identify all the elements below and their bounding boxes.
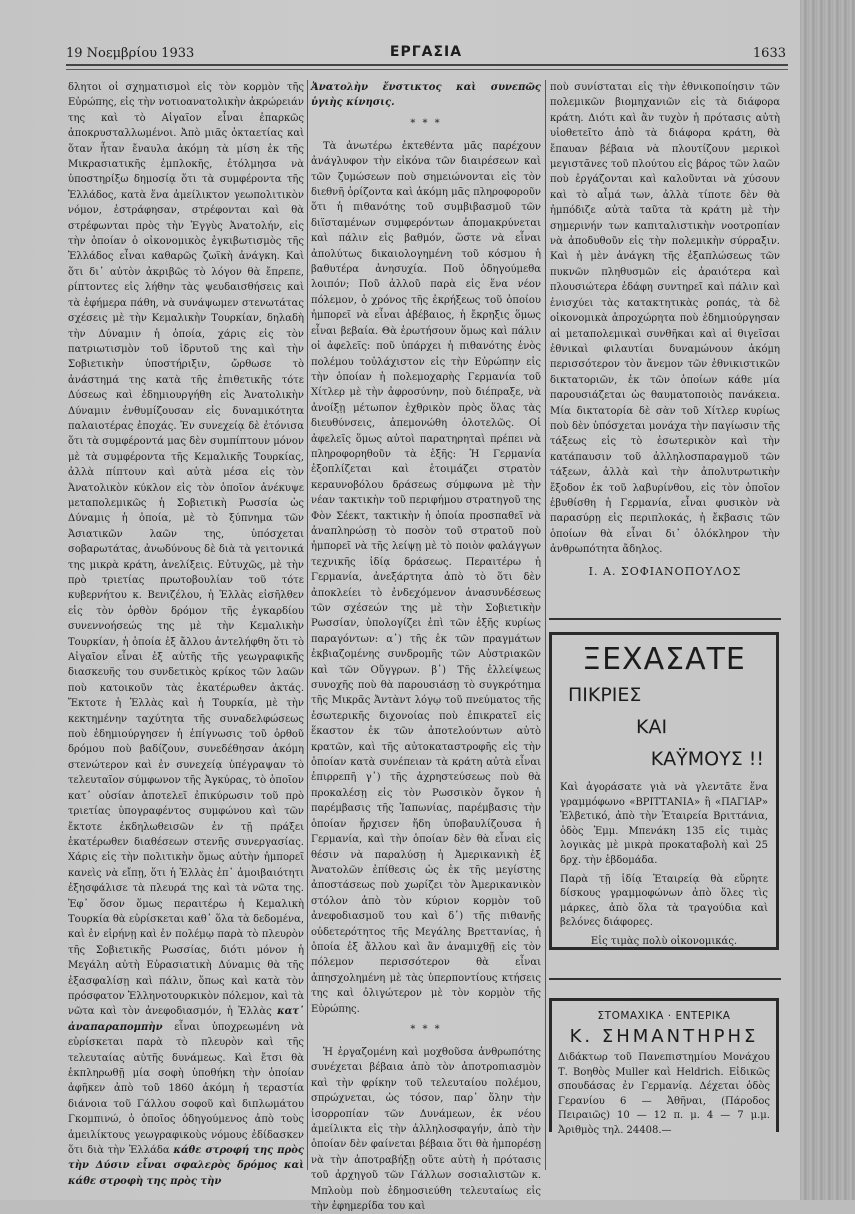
column-divider xyxy=(307,80,308,1170)
article-text: εἶναι ὑποχρεωμένη νὰ εὑρίσκεται παρὰ τὸ πλευρὸν καὶ τῆς τελευταίας αὐτῆς δυνάμεως. Καὶ ἔτσι θὰ ἐκπληρωθῇ μία σοφὴ ὑποθήκη τὴν ὁποίαν ἀφῆκεν ἀπὸ τοῦ 1860 ἀκόμη ἡ τεραστία διάνοια τοῦ Γάλλου σοφοῦ καὶ διπλωμάτου Γκομπινώ, ὁ ὁποῖος ὁδηγούμενος ἀπὸ τοὺς ἀμειλίκτους γεωγραφικοὺς νόμους ἐδίδασκεν ὅτι διὰ τὴν Ἑλλάδα xyxy=(68,1021,304,1157)
ad-kicker: ΣΤΟΜΑΧΙΚΑ · ΕΝΤΕΡΙΚΑ xyxy=(597,1010,731,1022)
header-rule xyxy=(66,64,788,70)
doctor-details: Διδάκτωρ τοῦ Πανεπιστημίου Μονάχου Τ. Βοηθὸς Muller καὶ Heldrich. Εἰδικῶς σπουδάσας ἐν Γερμανίᾳ. Δέχεται ὁδὸς Γερανίου 6 — Ἀθῆναι, (Πάροδος Πειραιῶς) 10 — 12 π. μ. 4 — 7 μ.μ. Ἀριθμὸς τηλ. 24408.— xyxy=(558,1052,770,1136)
section-separator: * * * xyxy=(410,1023,442,1035)
newspaper-title: ΕΡΓΑΣΙΑ xyxy=(389,44,463,60)
article-column-1 xyxy=(68,80,304,1187)
issue-date: 19 Νοεμβρίου 1933 xyxy=(66,46,195,61)
book-binding xyxy=(800,0,855,1200)
ad-body xyxy=(560,781,768,950)
ad-text: Καὶ ἀγοράσατε γιὰ νὰ γλεντᾶτε ἕνα γραμμόφωνο «ΒΡΙΤΤΑΝΙΑ» ἢ «ΠΑΓΙΑΡ» Ἑλβετικό, ἀπὸ τὴν Ἑταιρεία Βριττάνια, ὁδὸς Ἐμμ. Μπενάκη 135 εἰς τιμὰς λογικὰς μὲ μικρὰ προκαταβολὴ καὶ 25 δρχ. τὴν ἑβδομάδα. xyxy=(560,782,768,866)
section-separator: * * * xyxy=(410,117,442,129)
ad-text: Εἰς τιμὰς πολὺ οἰκονομικάς. xyxy=(590,935,738,947)
gramophone-advertisement xyxy=(549,632,779,950)
column-divider xyxy=(545,80,546,1170)
article-paragraph: Ἡ ἐργαζομένη καὶ μοχθοῦσα ἀνθρωπότης συνέχεται βέβαια ἀπὸ τὸν ἀποτροπιασμὸν καὶ τὴν φρίκην τοῦ τελευταίου πολέμου, σπρώχνεται, ὡς τόσον, παρ᾽ ὅλην τὴν ἰσορροπίαν τῶν Δυνάμεων, ἐκ νέου ἀμείλικτα εἰς τὴν ἀλληλοσφαγήν, ἀπὸ τὴν ὁποίαν δὲν φαίνεται βέβαια ὅτι θὰ ἠμπορέσῃ νὰ τὴν ἀποτραβήξῃ οὔτε αὐτὴ ἡ πρότασις τοῦ ἀρχηγοῦ τῶν Γάλλων σοσιαλιστῶν κ. Μπλοὺμ ποὺ ἐδημοσιεύθη τελευταίως εἰς τὴν ἐφημερίδα του καὶ xyxy=(311,1046,541,1213)
doctor-name: Κ. ΣΗΜΑΝΤΗΡΗΣ xyxy=(569,1026,759,1047)
page-header xyxy=(66,40,786,62)
ad-subheadline: ΚΑΙ xyxy=(636,716,668,738)
ad-text: Παρὰ τῇ ἰδίᾳ Ἑταιρείᾳ θὰ εὕρητε δίσκους γραμμοφώνων ἀπὸ ὅλες τὶς μάρκες, ἀπὸ ὅλα τὰ τραγούδια καὶ βελόνες διάφορες. xyxy=(560,873,768,929)
article-paragraph xyxy=(68,80,304,1189)
ad-subheadline: ΠΙΚΡΙΕΣ xyxy=(568,684,642,706)
article-text: δλητοι οἱ σχηματισμοὶ εἰς τὸν κορμὸν τῆς Εὐρώπης, εἰς τὴν νοτιοανατολικὴν ἀκρώρειάν της καὶ τὸ Αἰγαῖον εἶναι ἐπαρκῶς ἀποκρυσταλλωμένοι. Ἀπὸ μιᾶς ὀκταετίας καὶ ὅταν ἦταν ἔναυλα ἀκόμη τὰ μίση ἐκ τῆς Μικρασιατικῆς ἐμπλοκῆς, ἐτόλμησα νὰ ὑποστηρίξω δημοσίᾳ ὅτι τὰ συμφέροντα τῆς Ἑλλάδος, κατὰ ἕνα ἀμείλικτον γεωπολιτικὸν νόμον, ἐστράφησαν, στρέφονται καὶ θὰ στρέφωνται πρὸς τὴν Ἐγγὺς Ἀνατολήν, εἰς τὴν ὁποίαν ὁ οἰκονομικὸς ἐγκιβωτισμὸς τῆς Ἑλλάδος εἶναι καθαρῶς ζωϊκὴ ἀνάγκη. Καὶ ὅτι δι᾽ αὐτὸν ἀκριβῶς τὸ λόγον θὰ ἔπρεπε, ρίπτοντες εἰς λήθην τὰς ψευδαισθήσεις καὶ τὰ ἐφήμερα πάθη, νὰ συνάψωμεν στενωτάτας σχέσεις μὲ τὴν Κεμαλικὴν Τουρκίαν, δηλαδὴ τὴν Δύναμιν ἡ ὁποία, χάρις εἰς τὸν πατριωτισμὸν τοῦ ἱδρυτοῦ της καὶ τὴν Σοβιετικὴν ὑποστήριξιν, ὤρθωσε τὸ ἀνάστημά της κατὰ τῆς ἐπιθετικῆς τότε Δύσεως καὶ ἐδημιουργήθη εἰς Ἀνατολικὴν Δύναμιν ἐνθυμίζουσαν εἰς δυναμικότητα παλαιοτέρας ἐποχάς. Ἐν συνεχείᾳ δὲ ἐτόνισα ὅτι τὰ συμφέροντά μας δὲν συμπίπτουν μόνον μὲ τὰ συμφέροντα τῆς Κεμαλικῆς Τουρκίας, ἀλλὰ πίπτουν καὶ αὐτὰ μέσα εἰς τὸν Ἀνατολικὸν κύκλον εἰς τὸν ὁποῖον ἀνέκυψε μεταπολεμικῶς ἡ Σοβιετικὴ Ρωσσία ὡς Δύναμις ἡ ὁποία, μὲ τὸ ξύπνημα τῶν Ἀσιατικῶν λαῶν της, ὑπόσχεται σοβαρωτάτας, ἀνωδύνους δὲ διὰ τὰ γειτονικά της μικρὰ κράτη, ἀνελίξεις. Εὐτυχῶς, μὲ τὴν πρὸ τριετίας πρωτοβουλίαν τοῦ τότε κυβερνήτου κ. Βενιζέλου, ἡ Ἑλλὰς εἰσῆλθεν εἰς τὸν ὀρθὸν δρόμον τῆς ἐγκαρδίου συνεννοήσεώς της μὲ τὴν Κεμαλικὴν Τουρκίαν, ἡ ὁποία ἐξ ἄλλου ἀντελήφθη ὅτι τὸ Αἰγαῖον εἶναι ἐξ αὐτῆς τῆς γεωγραφικῆς διασκευῆς του συνδετικὸς κρίκος τῶν λαῶν ποὺ κατοικοῦν τὰς ἑκατέρωθεν ἀκτάς. Ἔκτοτε ἡ Ἑλλὰς καὶ ἡ Τουρκία, μὲ τὴν κεκτημένην ταχύτητα τῆς συναδελφώσεως ποὺ ἐδημιούργησεν ἡ ἐπίγνωσις τοῦ ὀρθοῦ δρόμου ποὺ βαδίζουν, συνεδέθησαν ἀκόμη στενώτερον καὶ ἐν συνεχείᾳ ὑπέγραψαν τὸ τελευταῖον σύμφωνον τῆς Ἀγκύρας, τὸ ὁποῖον κατ᾽ οὐσίαν ἀποτελεῖ ἐπικύρωσιν τοῦ πρὸ τριετίας ὑπογραφέντος συμφώνου καὶ τῶν ἔκτοτε ἐκδηλωθεισῶν ἐν τῇ πράξει ἑκατέρωθεν διαθέσεων στενῆς συνεργασίας. Χάρις εἰς τὴν πολιτικὴν ὅμως αὐτὴν ἠμπορεῖ κανεὶς νὰ εἴπῃ, ὅτι ἡ Ἑλλὰς ἐπ᾽ ἀμοιβαιότητι ἐξησφάλισε τὰ πλευρά της καὶ τὰ νῶτα της. Ἐφ᾽ ὅσον ὅμως περαιτέρω ἡ Κεμαλικὴ Τουρκία θὰ εὑρίσκεται καθ᾽ ὅλα τὰ δεδομένα, καὶ ἐν εἰρήνῃ καὶ ἐν πολέμῳ παρὰ τὸ πλευρὸν τῆς Σοβιετικῆς Ρωσσίας, διότι μόνον ἡ Μεγάλη αὐτὴ Εὐρασιατικὴ Δύναμις θὰ τῆς ἐξασφαλίσῃ καὶ πάλιν, ὅπως καὶ κατὰ τὸν πρόσφατον Ἑλληνοτουρκικὸν πόλεμον, καὶ τὰ νῶτα καὶ τὸν ἀνεφοδιασμόν, ἡ Ἑλλὰς xyxy=(68,82,304,1018)
article-end-rule xyxy=(549,618,781,620)
article-paragraph: Τὰ ἀνωτέρω ἐκτεθέντα μᾶς παρέχουν ἀνάγλυφον τὴν εἰκόνα τῶν διαιρέσεων καὶ τῶν ζυμώσεων ποὺ σημειώνονται εἰς τὸν διεθνῆ ὁρίζοντα καὶ ἀκόμη μᾶς πληροφοροῦν ὅτι ἡ πιθανότης τοῦ συμβιβασμοῦ τῶν διϊσταμένων συμφερόντων ἀπομακρύνεται καὶ πάλιν εἰς βαθμόν, ὥστε νὰ εἶναι ἀπολύτως δικαιολογημένη τοῦ κόσμου ἡ βαθυτέρα ἀνησυχία. Ποῦ ὁδηγούμεθα λοιπόν; Ποῦ ἀλλοῦ παρὰ εἰς ἕνα νέον πόλεμον, ὁ χρόνος τῆς ἐκρήξεως τοῦ ὁποίου ἠμπορεῖ νὰ εἶναι ἀβέβαιος, ἡ ἔκρηξις ὅμως εἶναι βεβαία. Θὰ ἐρωτήσουν ὅμως καὶ πάλιν οἱ ἀφελεῖς: ποῦ ὑπάρχει ἡ πιθανότης ἑνὸς πολέμου τοὐλάχιστον εἰς τὴν Εὐρώπην εἰς τὴν ὁποίαν ἡ πολεμοχαρὴς Γερμανία τοῦ Χίτλερ μὲ τὴν ἀφροσύνην, ποὺ διέπραξε, νὰ ἀνοίξῃ μέτωπον ἐχθρικὸν πρὸς ὅλας τὰς διευθύνσεις, ἀπεμονώθη ὁλοτελῶς. Οἱ ἀφελεῖς ὅμως αὐτοὶ παρατηρηταὶ πρέπει νὰ πληροφορηθοῦν τὰ ἑξῆς: Ἡ Γερμανία ἐξοπλίζεται καὶ ἑτοιμάζει στρατὸν κεραυνοβόλου δράσεως σύμφωνα μὲ τὴν νέαν τακτικὴν τοῦ περιφήμου στρατηγοῦ της Φὸν Σέεκτ, τακτικὴν ἡ ὁποία προσπαθεῖ νὰ ἀναπληρώσῃ τὸ ποσὸν τοῦ στρατοῦ ποὺ ἠμπορεῖ νὰ τῆς λείψῃ μὲ τὸ ποιὸν φαλάγγων τεχνικῆς ἰδίᾳ δράσεως. Περαιτέρω ἡ Γερμανία, ἀνεξάρτητα ἀπὸ τὸ ὅτι δὲν ἀποκλείει τὸ ἐνδεχόμενον ἀνασυνδέσεως τῶν σχέσεών της μὲ τὴν Σοβιετικὴν Ρωσσίαν, ὑπολογίζει ἐπὶ τῶν ἑξῆς κυρίως παραγόντων: α᾽) τῆς ἐκ τῶν πραγμάτων ἐκβιαζομένης συνδρομῆς τῶν Αὐστριακῶν καὶ τῶν Οὔγγρων. β᾽) Τῆς ἐλλείψεως συνοχῆς ποὺ θὰ παρουσιάσῃ τὸ συγκρότημα τῆς Μικρᾶς Ἀντὰντ λόγῳ τοῦ πνεύματος τῆς ἐσωτερικῆς διχονοίας ποὺ ἐπικρατεῖ εἰς ἕκαστον ἐκ τῶν ἀποτελούντων αὐτὸ κρατῶν, καὶ τῆς αὐτοκαταστροφῆς εἰς τὴν ὁποίαν κατὰ συνέπειαν τὰ κράτη αὐτὰ εἶναι ἐπιρρεπῆ γ᾽) τῆς ἀχρηστεύσεως ποὺ θὰ προκαλέσῃ εἰς τὸν Ρωσσικὸν ὄγκον ἡ παρέμβασις τῆς Ἰαπωνίας, παρέμβασις τὴν ὁποίαν ἤρχισεν ἤδη ὑποβαυλίζουσα ἡ Γερμανία, καὶ τὴν ὁποίαν δὲν θὰ εἶναι εἰς θέσιν νὰ παραλύσῃ ἡ Ἀμερικανικὴ ἐξ Ἀνατολῶν ἐπίθεσις ὡς ἐκ τῆς μεγίστης ἀποστάσεως ποὺ χωρίζει τὸν Ἀμερικανικὸν στόλον ἀπὸ τὸν κύριον κορμὸν τοῦ ἀνεφοδιασμοῦ του καὶ δ᾽) τῆς πιθανῆς οὐδετερότητος τῆς Μεγάλης Βρεττανίας, ἡ ὁποία ἐξ ἄλλου καὶ ἂν ἀναμιχθῇ εἰς τὸν πόλεμον περισσότερον θὰ εἶναι ἀπησχολημένη μὲ τὰς ὑπερποντίους κτήσεις της καὶ ὀλιγώτερον μὲ τὸν κορμὸν τῆς Εὐρώπης. xyxy=(311,140,541,1015)
emphasis-text: κατ᾽ ἀναπαραπομπὴν xyxy=(68,1006,304,1033)
page-number: 1633 xyxy=(752,46,786,61)
ad-headline: ΞΕΧΑΣΑΤΕ xyxy=(582,642,746,677)
author-signature: Ι. Α. ΣΟΦΙΑΝΟΠΟΥΛΟΣ xyxy=(588,564,742,578)
lead-bold-text: Ἀνατολὴν ἔνστικτος καὶ συνεπῶς ὑγιὴς κίνησις. xyxy=(311,82,541,109)
article-column-2 xyxy=(311,80,541,1213)
article-paragraph: ποὺ συνίσταται εἰς τὴν ἐθνικοποίησιν τῶν πολεμικῶν βιομηχανιῶν εἰς τὰ διάφορα κράτη. Διότι καὶ ἂν τυχὸν ἡ πρότασις αὐτὴ υἱοθετεῖτο ἀπὸ τὰ διάφορα κράτη, θὰ ἔπαυαν βέβαια νὰ πλουτίζουν μερικοὶ μεγιστᾶνες τοῦ πλούτου εἰς βάρος τῶν λαῶν ποὺ ἐργάζονται καὶ καλοῦνται νὰ χύσουν καὶ τὸ αἷμά των, ἀλλὰ τίποτε δὲν θὰ ἠμπόδιζε αὐτὰ ταῦτα τὰ κράτη μὲ τὴν σημερινήν των καπιταλιστικὴν νοοτροπίαν νὰ ἀποδυθοῦν εἰς τὴν πολεμικὴν σύρραξιν. Καὶ ἡ μὲν ἀνάγκη τῆς ἐξαπλώσεως τῶν πυκνῶν πληθυσμῶν εἰς ἀραιότερα καὶ πλουσιώτερα ἐδάφη συντηρεῖ καὶ πάλιν καὶ ἐνισχύει τὰς κατακτητικὰς ροπάς, τὰ δὲ οἰκονομικὰ ἀπροχώρητα ποὺ ἐδημιούργησαν αἱ μεταπολεμικαὶ συνθῆκαι καὶ αἱ θιγεῖσαι ἐθνικαὶ φιλαυτίαι δυναμώνουν ἀκόμη περισσότερον τὸν ἄνεμον τῶν ἐθνικιστικῶν δικτατοριῶν, ἐκ τῶν ὁποίων κάθε μία παρουσιάζεται ὡς θαυματοποιὸς πανάκεια. Μία δικτατορία δὲ σὰν τοῦ Χίτλερ κυρίως ποὺ δὲν ὑπόσχεται μονάχα τὴν παγίωσιν τῆς τάξεως εἰς τὸ ἐσωτερικὸν καὶ τὴν κατάπαυσιν τοῦ ἀλληλοσπαραγμοῦ τῶν τάξεων, ἀλλὰ καὶ τὴν ἀπολυτρωτικὴν ἔξοδον ἐκ τοῦ λαβυρίνθου, εἰς τὸν ὁποῖον ἐβυθίσθη ἡ Γερμανία, εἶναι φυσικὸν νὰ παρασύρῃ εἰς περιπλοκάς, ἡ ἔκβασις τῶν ὁποίων θὰ εἶναι δι᾽ ὁλόκληρον τὴν ἀνθρωπότητα ἄδηλος. xyxy=(550,82,780,556)
emphasis-text: κάθε στροφή της πρὸς τὴν Δύσιν εἶναι σφαλερὸς δρόμος καὶ κάθε στροφὴ της πρὸς τὴν xyxy=(68,1145,304,1187)
doctor-advertisement xyxy=(549,998,779,1136)
ad-separator-rule xyxy=(549,978,781,980)
article-column-3 xyxy=(550,80,780,610)
ad-subheadline: ΚΑΫΜΟΥΣ !! xyxy=(650,748,764,770)
